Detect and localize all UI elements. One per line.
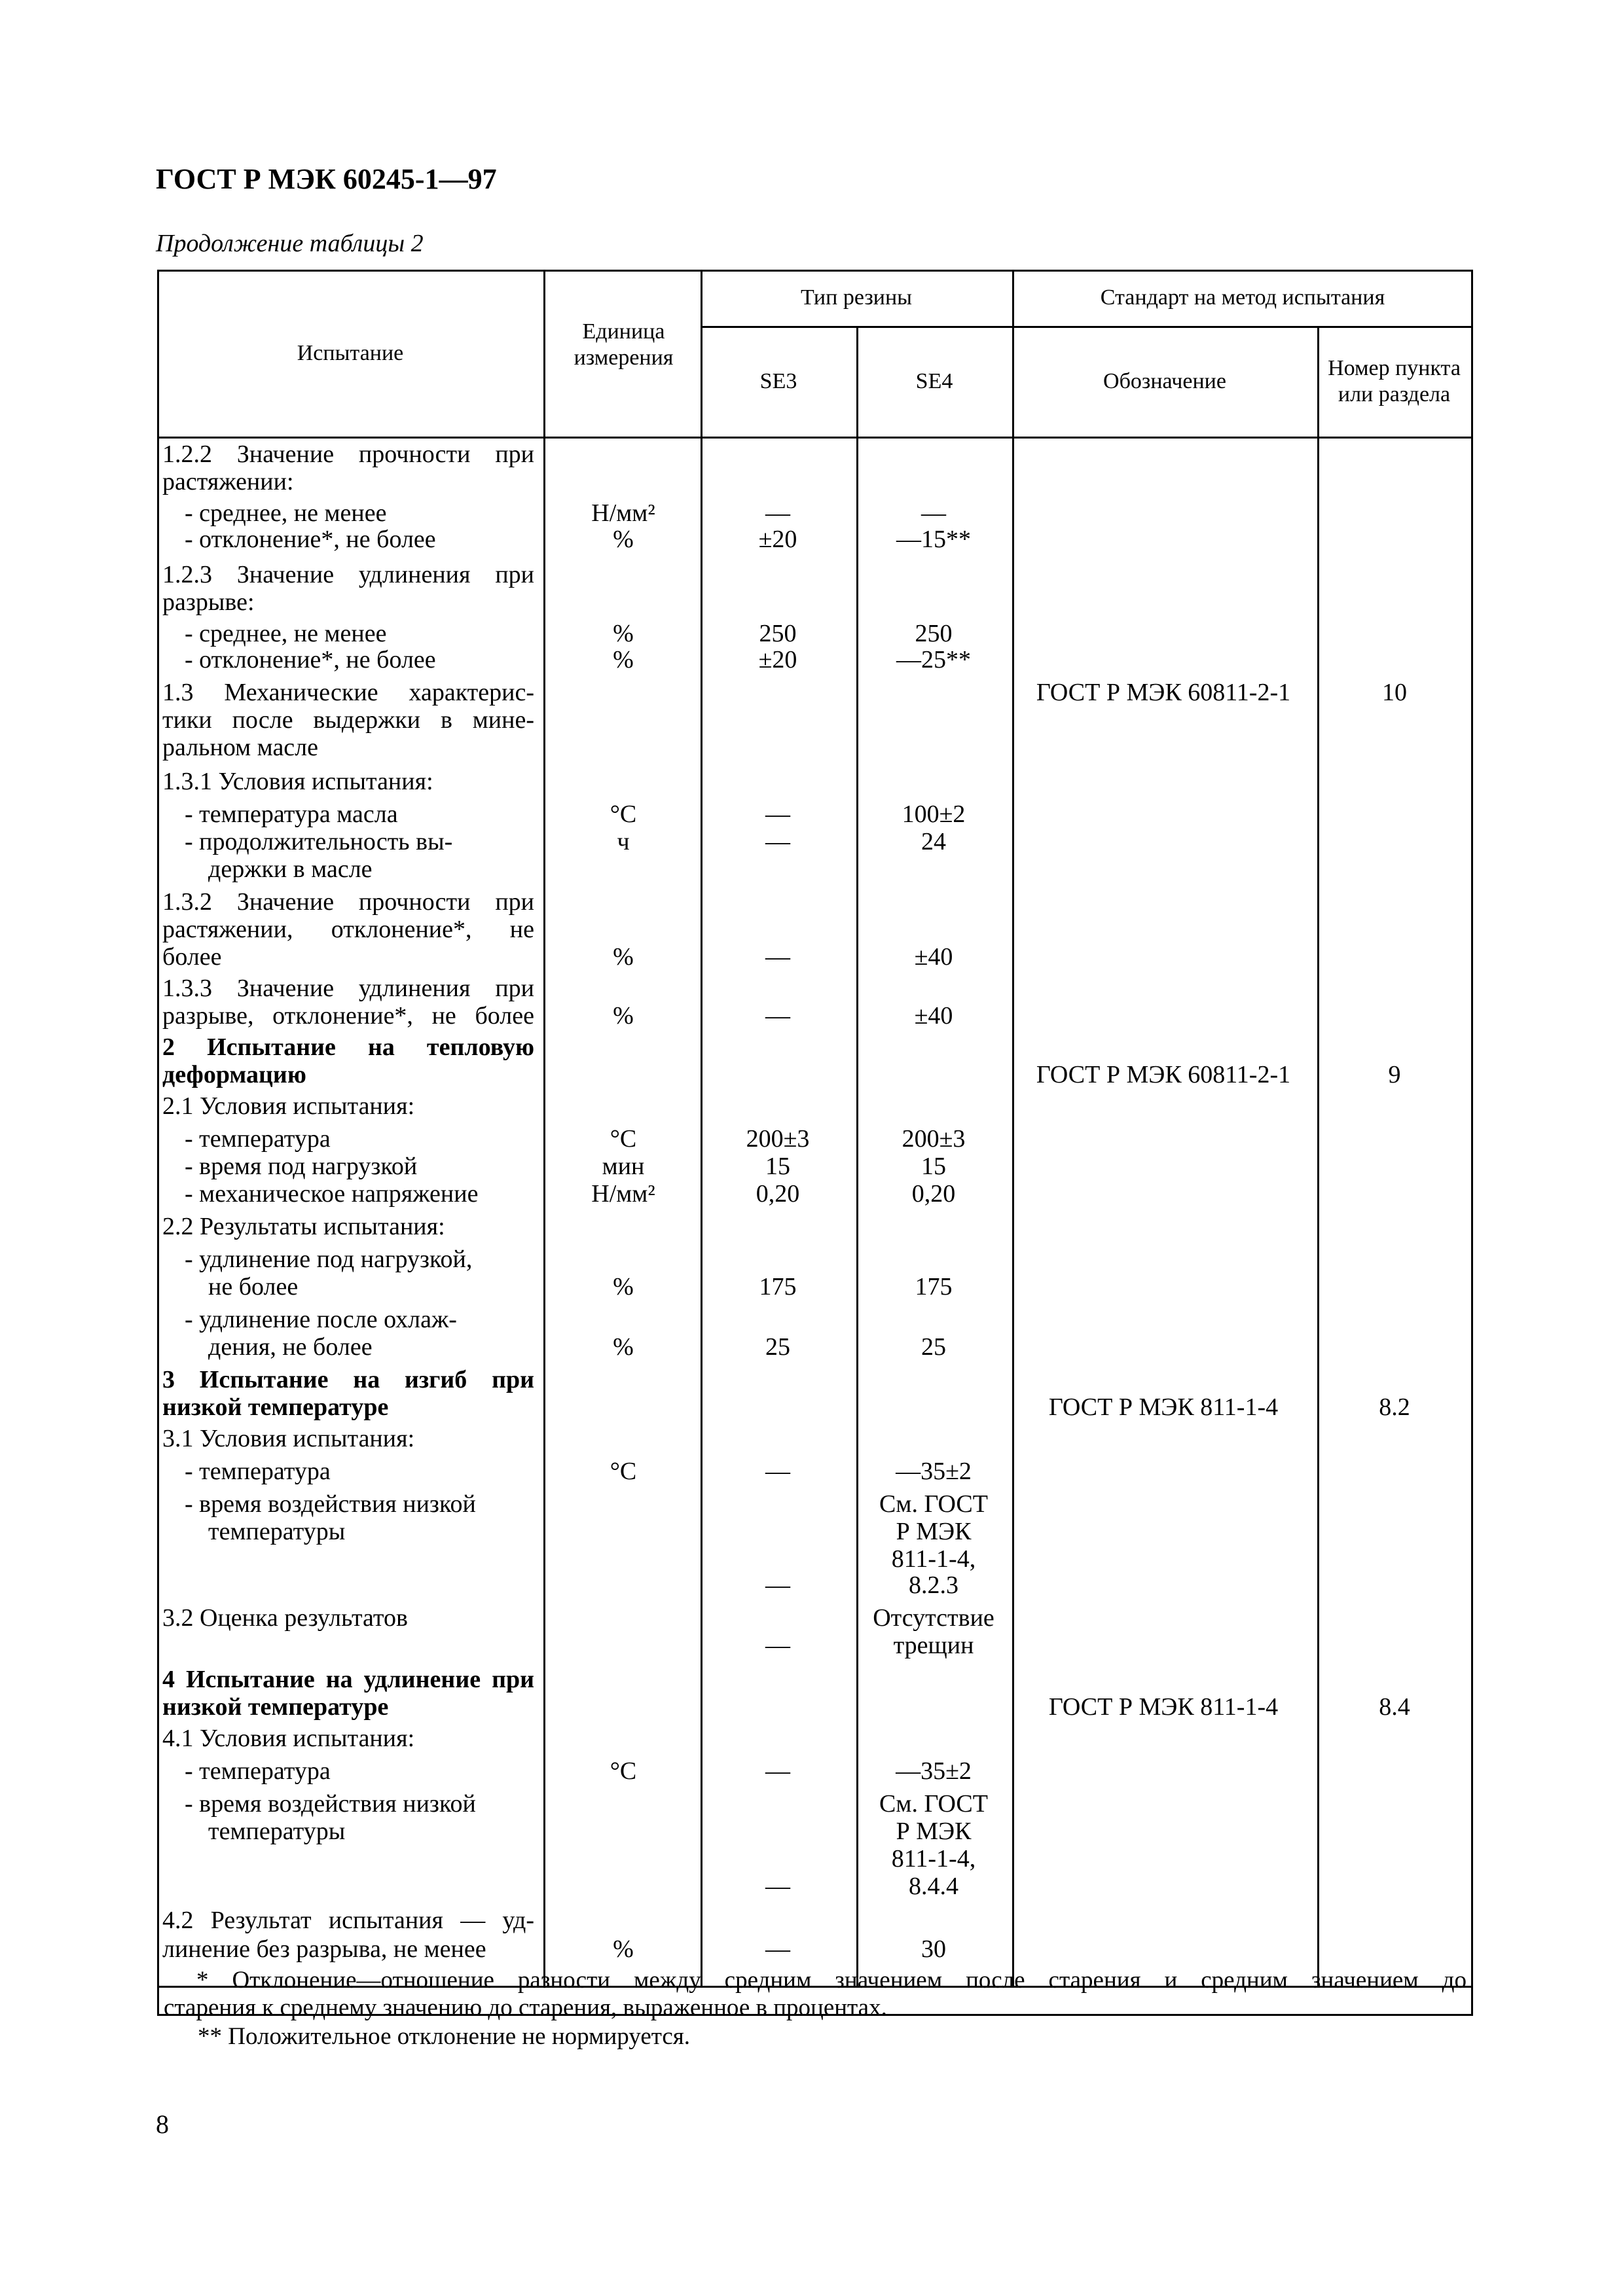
- test-cell: 2.1 Условия испытания:: [162, 1092, 415, 1120]
- se4-cell: См. ГОСТ: [879, 1790, 988, 1818]
- test-cell: 3.2 Оценка результатов: [162, 1604, 408, 1632]
- unit-cell: °С: [610, 1125, 637, 1153]
- se3-cell: 25: [765, 1333, 790, 1361]
- unit-cell: %: [613, 1273, 634, 1300]
- test-cell: 2.2 Результаты испытания:: [162, 1213, 445, 1240]
- table-border-left: [157, 270, 159, 2016]
- unit-cell: %: [613, 1002, 634, 1030]
- test-cell: - температура: [185, 1757, 331, 1785]
- unit-cell: мин: [602, 1153, 645, 1180]
- header-rubber-type: Тип резины: [801, 285, 912, 310]
- document-title: ГОСТ Р МЭК 60245-1—97: [156, 163, 497, 195]
- se4-cell: трещин: [893, 1632, 974, 1659]
- se3-cell: —: [765, 1002, 790, 1030]
- test-cell: 1.3 Механические характерис-: [162, 679, 534, 706]
- se3-cell: —: [765, 1571, 790, 1599]
- se3-cell: 200±3: [746, 1125, 810, 1153]
- se4-cell: Р МЭК: [896, 1518, 972, 1545]
- se4-cell: —15**: [896, 526, 971, 553]
- test-cell: - время воздействия низкой: [185, 1490, 476, 1518]
- test-cell: - удлинение под нагрузкой,: [185, 1246, 473, 1273]
- footnote-deviation: * Отклонение—отношение разности между средним значением после старения и средним значением до: [196, 1967, 1467, 1994]
- se3-cell: 0,20: [756, 1180, 800, 1208]
- test-cell: 1.3.2 Значение прочности при: [162, 888, 534, 916]
- se4-cell: 250: [915, 620, 953, 647]
- se3-cell: —: [765, 800, 790, 828]
- se4-cell: 200±3: [902, 1125, 966, 1153]
- se4-cell: 8.4.4: [909, 1873, 958, 1900]
- test-cell: - отклонение*, не более: [185, 646, 436, 673]
- test-cell: 1.2.3 Значение удлинения при: [162, 561, 534, 588]
- unit-cell: °С: [610, 1458, 637, 1485]
- test-cell: 1.3.1 Условия испытания:: [162, 768, 433, 795]
- se3-cell: —: [765, 1632, 790, 1659]
- test-cell: 2 Испытание на тепловую: [162, 1033, 534, 1061]
- test-cell: - удлинение после охлаж-: [185, 1306, 457, 1333]
- se3-cell: 15: [765, 1153, 790, 1180]
- test-cell: 4 Испытание на удлинение при: [162, 1666, 534, 1693]
- se3-cell: —: [765, 828, 790, 855]
- se4-cell: См. ГОСТ: [879, 1490, 988, 1518]
- test-cell: ральном масле: [162, 734, 319, 761]
- test-cell: 4.1 Условия испытания:: [162, 1725, 415, 1752]
- se4-cell: ±40: [914, 1002, 953, 1030]
- se3-cell: —: [765, 943, 790, 971]
- test-cell: дения, не более: [208, 1333, 373, 1361]
- test-cell: более: [162, 943, 222, 971]
- test-cell: - продолжительность вы-: [185, 828, 453, 855]
- se4-cell: 25: [921, 1333, 946, 1361]
- unit-cell: Н/мм²: [591, 499, 655, 527]
- se4-cell: —25**: [896, 646, 971, 673]
- test-cell: - среднее, не менее: [185, 620, 387, 647]
- se4-cell: 30: [921, 1935, 946, 1963]
- se4-cell: 100±2: [902, 800, 966, 828]
- se4-cell: 8.2.3: [909, 1571, 958, 1599]
- header-clause: Номер пункта или раздела: [1328, 355, 1461, 406]
- unit-cell: %: [613, 646, 634, 673]
- se3-cell: —: [765, 1873, 790, 1900]
- designation-cell: ГОСТ Р МЭК 811-1-4: [1048, 1393, 1279, 1421]
- test-cell: - отклонение*, не более: [185, 526, 436, 553]
- test-cell: разрыве:: [162, 588, 255, 616]
- se4-cell: 175: [915, 1273, 953, 1300]
- unit-cell: °С: [610, 800, 637, 828]
- test-cell: - температура: [185, 1458, 331, 1485]
- footnote-deviation-continued: старения к среднему значению до старения, выраженное в процентах.: [164, 1994, 887, 2021]
- test-cell: низкой температуре: [162, 1693, 389, 1721]
- designation-cell: ГОСТ Р МЭК 60811-2-1: [1036, 1061, 1291, 1088]
- test-cell: - время воздействия низкой: [185, 1790, 476, 1818]
- header-test: Испытание: [297, 340, 404, 365]
- test-cell: - температура масла: [185, 800, 398, 828]
- unit-cell: Н/мм²: [591, 1180, 655, 1208]
- unit-cell: %: [613, 1333, 634, 1361]
- test-cell: - среднее, не менее: [185, 499, 387, 527]
- header-se3: SE3: [759, 368, 797, 393]
- test-cell: 1.2.2 Значение прочности при: [162, 440, 534, 468]
- test-cell: 1.3.3 Значение удлинения при: [162, 975, 534, 1002]
- se4-cell: Отсутствие: [873, 1604, 994, 1632]
- table-border-right: [1471, 270, 1473, 2016]
- se3-cell: —: [765, 1935, 790, 1963]
- test-cell: - время под нагрузкой: [185, 1153, 418, 1180]
- test-cell: держки в масле: [208, 855, 373, 883]
- unit-cell: %: [613, 943, 634, 971]
- unit-cell: %: [613, 1935, 634, 1963]
- test-cell: температуры: [208, 1518, 346, 1545]
- test-cell: - температура: [185, 1125, 331, 1153]
- header-designation: Обозначение: [1103, 368, 1226, 393]
- se4-cell: Р МЭК: [896, 1818, 972, 1845]
- test-cell: - механическое напряжение: [185, 1180, 479, 1208]
- clause-cell: 8.4: [1379, 1693, 1410, 1721]
- se4-cell: —35±2: [896, 1458, 972, 1485]
- unit-cell: %: [613, 526, 634, 553]
- test-cell: растяжении:: [162, 468, 294, 495]
- se4-cell: 15: [921, 1153, 946, 1180]
- column-divider-5: [1317, 326, 1319, 1986]
- se4-cell: 811-1-4,: [891, 1845, 976, 1873]
- unit-cell: %: [613, 620, 634, 647]
- se3-cell: 250: [759, 620, 797, 647]
- se4-cell: —35±2: [896, 1757, 972, 1785]
- header-unit: Единица измерения: [574, 319, 674, 370]
- se4-cell: 24: [921, 828, 946, 855]
- clause-cell: 8.2: [1379, 1393, 1410, 1421]
- test-cell: не более: [208, 1273, 299, 1300]
- header-divider-body: [157, 437, 1473, 439]
- se3-cell: —: [765, 1458, 790, 1485]
- se4-cell: —: [921, 499, 946, 527]
- test-cell: низкой температуре: [162, 1393, 389, 1421]
- page-number: 8: [156, 2109, 169, 2139]
- se3-cell: —: [765, 499, 790, 527]
- header-standard: Стандарт на метод испытания: [1100, 285, 1385, 310]
- se3-cell: ±20: [758, 526, 797, 553]
- column-divider-1: [543, 270, 545, 1986]
- se3-cell: 175: [759, 1273, 797, 1300]
- test-cell: линение без разрыва, не менее: [162, 1935, 486, 1963]
- clause-cell: 10: [1382, 679, 1407, 706]
- test-cell: 3 Испытание на изгиб при: [162, 1366, 534, 1393]
- header-se4: SE4: [915, 368, 953, 393]
- test-cell: разрыве, отклонение*, не более: [162, 1002, 534, 1030]
- se3-cell: —: [765, 1757, 790, 1785]
- test-cell: 3.1 Условия испытания:: [162, 1425, 415, 1452]
- designation-cell: ГОСТ Р МЭК 60811-2-1: [1036, 679, 1291, 706]
- test-cell: тики после выдержки в мине-: [162, 706, 534, 734]
- designation-cell: ГОСТ Р МЭК 811-1-4: [1048, 1693, 1279, 1721]
- se4-cell: 811-1-4,: [891, 1545, 976, 1573]
- test-cell: 4.2 Результат испытания — уд-: [162, 1907, 534, 1934]
- footnote-positive-deviation: ** Положительное отклонение не нормируется.: [198, 2023, 691, 2050]
- se3-cell: ±20: [758, 646, 797, 673]
- clause-cell: 9: [1388, 1061, 1401, 1088]
- test-cell: растяжении, отклонение*, не: [162, 916, 534, 943]
- test-cell: деформацию: [162, 1061, 306, 1088]
- unit-cell: ч: [617, 828, 630, 855]
- table-caption: Продолжение таблицы 2: [156, 230, 424, 257]
- column-divider-4: [1012, 270, 1014, 1986]
- se4-cell: 0,20: [911, 1180, 956, 1208]
- test-cell: температуры: [208, 1818, 346, 1845]
- se4-cell: ±40: [914, 943, 953, 971]
- unit-cell: °С: [610, 1757, 637, 1785]
